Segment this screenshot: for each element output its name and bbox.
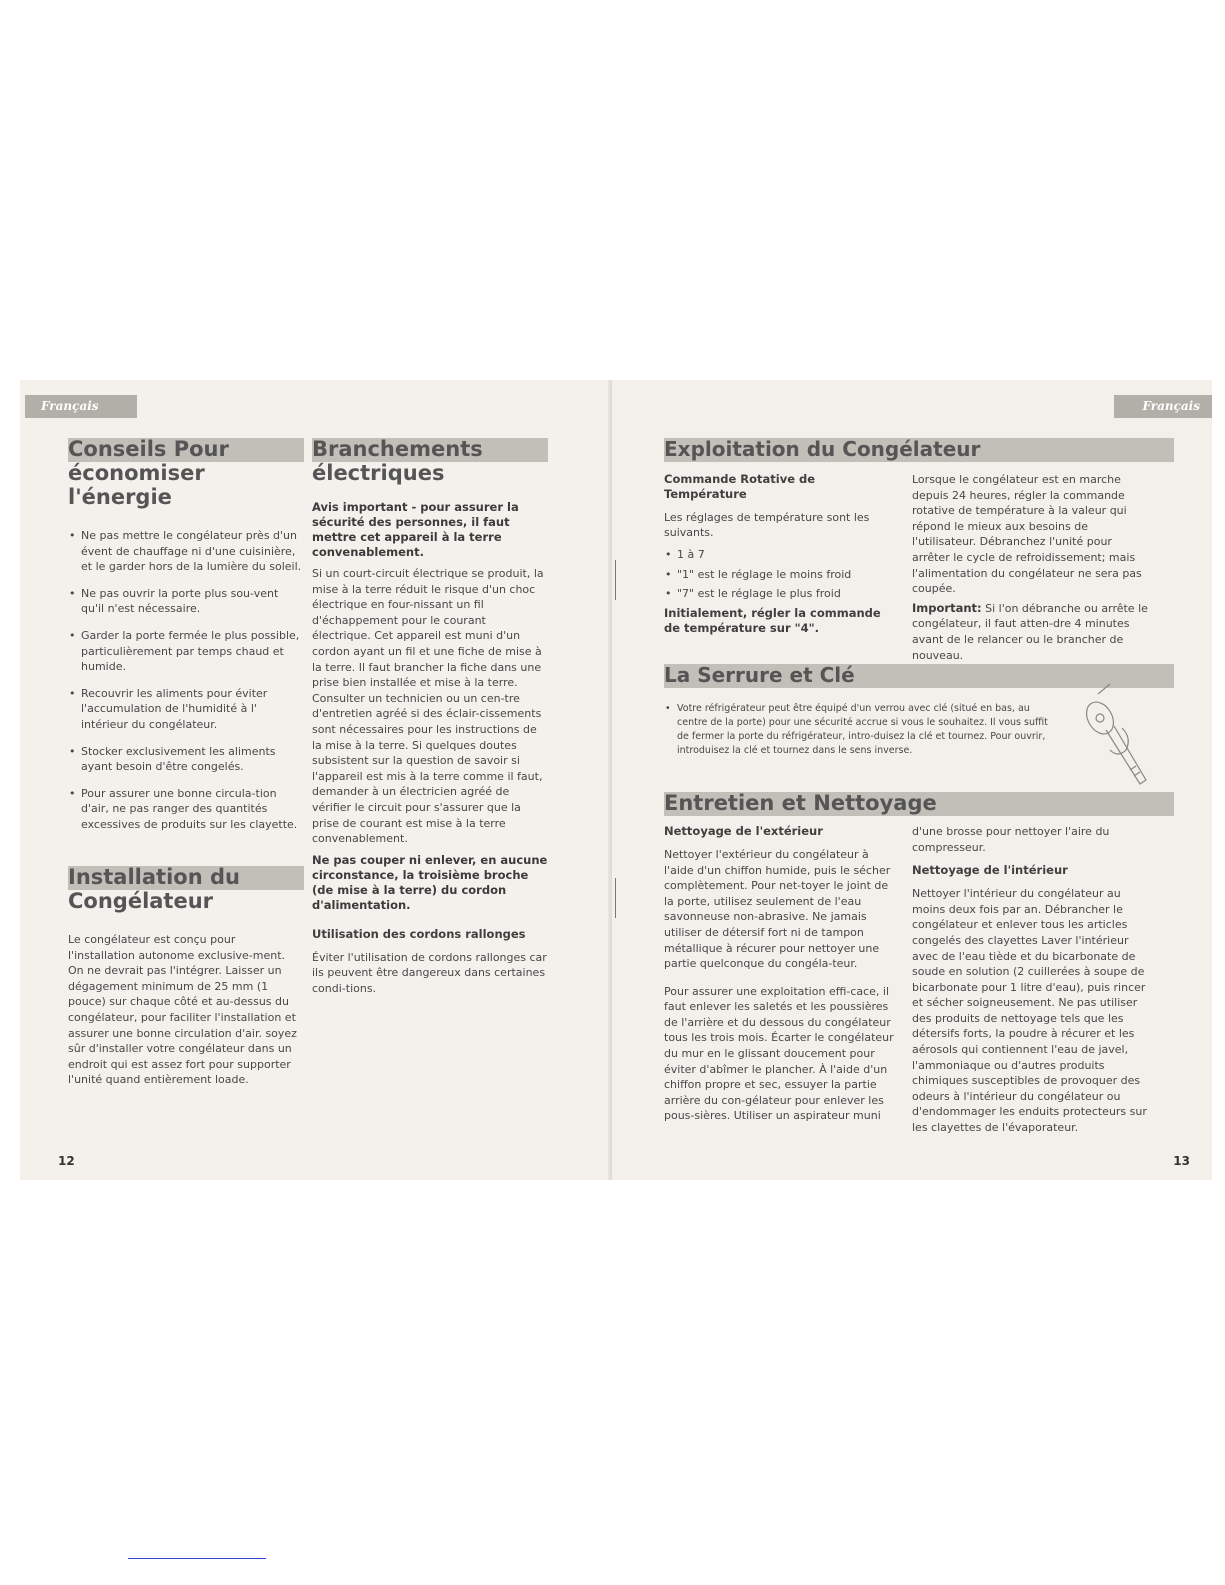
branchements-section [312, 438, 548, 1008]
grounding-warning: Avis important - pour assurer la sécurité des personnes, il faut mettre cet appareil à la terre convenablement. [312, 500, 519, 559]
conseils-heading: Conseils Pour économiser l'énergie [68, 437, 229, 509]
page-12 [20, 380, 610, 1180]
rotary-control-heading: Commande Rotative de Température [664, 472, 816, 501]
list-item: • "7" est le réglage le plus froid [665, 587, 841, 601]
list-item: • Recouvrir les aliments pour éviter l'accumulation de l'humidité à l' intérieur du congélateur. [69, 686, 268, 731]
list-item: • Ne pas mettre le congélateur près d'un évent de chauffage ni d'une cuisinière, et le garder hors de la lumière du soleil. [69, 529, 302, 574]
lock-heading: La Serrure et Clé [664, 663, 855, 687]
branchements-heading: Branchements électriques [312, 437, 483, 485]
exploitation-heading: Exploitation du Congélateur [664, 437, 981, 461]
page-number: 12 [58, 1154, 75, 1168]
settings-list [664, 547, 900, 602]
maintenance-section [664, 792, 1174, 820]
list-item: • Ne pas ouvrir la porte plus sou-vent qu'il n'est nécessaire. [69, 586, 279, 616]
interior-heading: Nettoyage de l'intérieur [912, 863, 1068, 878]
installation-text: Le congélateur est conçu pour l'installation autonome exclusive-ment. On ne devrait pas l'intégrer. Laisser un dégagement minimum de 25 mm (1 pouce) sur chaque côté et au-dessus du congélateur, pour faciliter l'installation et assurer une bonne circulation d'air. soyez sûr d'installer votre congélateur dans un endroit qui est assez fort pour supporter l'unité quand entièrement loade. [68, 933, 297, 1087]
interior-cleaning: d'une brosse pour nettoyer l'aire du compresseur. Nettoyage de l'intérieur Nettoyer l'intérieur du congélateur au moins deux fois par an. Débrancher le congélateur et enlever tous les articles congelés des clayettes Laver l'intérieur avec de l'eau tiède et du bicarbonate de soude en solution (2 cuillerées à soupe de bicarbonate pour 1 litre d'eau), puis rincer et sécher soigneusement. Ne pas utiliser des produits de nettoyage tels que les détersifs forts, la poudre à récurer et les aérosols qui contiennent l'eau de javel, l'ammoniaque ou d'autres produits chimiques susceptibles de provoquer des odeurs à l'intérieur du congélateur ou d'endommager les enduits protecteurs sur les clayettes de l'évaporateur. [912, 825, 1147, 1135]
exterior-heading: Nettoyage de l'extérieur [664, 824, 823, 838]
list-item: • "1" est le réglage le moins froid [665, 567, 852, 581]
list-item: • Stocker exclusivement les aliments ayant besoin d'être congelés. [69, 744, 276, 774]
list-item: • Votre réfrigérateur peut être équipé d'un verrou avec clé (situé en bas, au centre de la porte) pour une sécurité accrue si vous le souhaitez. Il vous suffit de fermer la porte du réfrigérateur, intro-duisez la clé et tournez. Pour ouvrir, introduisez la clé et tournez dans le sens inverse. [665, 703, 1048, 756]
scan-underline-mark [128, 1558, 266, 1559]
list-item: • 1 à 7 [665, 548, 705, 562]
plug-warning: Ne pas couper ni enlever, en aucune circonstance, la troisième broche (de mise à la terre) du cordon d'alimentation. [312, 852, 548, 912]
energy-tips-list [68, 528, 304, 833]
installation-section [68, 866, 304, 1100]
initial-setting: Initialement, régler la commande de température sur "4". [664, 605, 881, 635]
important-label: Important: [912, 600, 982, 615]
extension-cord-heading: Utilisation des cordons rallonges [312, 926, 526, 941]
exterior-cleaning: Nettoyage de l'extérieur Nettoyer l'extérieur du congélateur à l'aide d'un chiffon humide, puis le sécher complètement. Pour net-toyer le joint de la porte, utilisez seulement de l'eau savonneuse non-abrasive. Ne jamais utiliser de détersif fort ni de tampon métallique à récurer pour nettoyer une partie quelconque du congéla-teur. Pour assurer une exploitation effi-cace, il faut enlever les saletés et les poussières de l'arrière et du dessous du congélateur tous les trois mois. Écarter le congélateur du mur en le glissant doucement pour éviter d'abîmer le plancher. À l'aide d'un chiffon propre et sec, essuyer la partie arrière du con-gélateur pour enlever les pous-sières. Utiliser un aspirateur muni [664, 824, 900, 1136]
list-item: • Pour assurer une bonne circula-tion d'air, ne pas ranger des quantités excessives de produits sur les clayette. [69, 786, 298, 831]
exploitation-section [664, 438, 1174, 464]
temperature-control: Commande Rotative de Température Les réglages de température sont les suivants. • 1 à 7 • "1" est le réglage le moins froid • "7" est le réglage le plus froid Initialement, régler la commande de température sur "4". [664, 472, 900, 644]
maintenance-heading: Entretien et Nettoyage [664, 791, 937, 815]
grounding-text: Si un court-circuit électrique se produit, la mise à la terre réduit le risque d'un choc électrique en four-nissant un fil d'échappement pour le courant électrique. Cet appareil est muni d'un cordon ayant un fil et une fiche de mise à la terre. Il faut brancher la fiche dans une prise bien installée et mise à la terre. Consulter un technicien ou un cen-tre d'entretien agréé si des éclair-cissements sont nécessaires pour les instructions de la mise à la terre. Si quelques doutes subsistent sur la question de savoir si l'appareil est mis à la terre comme il faut, demander à un électricien agréé de vérifier le circuit pour s'assurer que la prise de courant est mise à la terre convenablement. [312, 567, 544, 846]
key-icon [1070, 680, 1160, 800]
installation-heading: Installation du Congélateur [68, 865, 240, 913]
extension-cord-text: Éviter l'utilisation de cordons rallonges car ils peuvent être dangereux dans certaines condi-tions. [312, 950, 547, 995]
margin-mark [615, 878, 616, 918]
conseils-section [68, 438, 304, 844]
booklet-spread [20, 380, 1212, 1180]
temperature-notes: Lorsque le congélateur est en marche depuis 24 heures, régler la commande rotative de température à la valeur qui répond le mieux aux besoins de l'utilisateur. Débranchez l'unité pour arrêter le cycle de refroidissement; mais l'alimentation du congélateur ne sera pas coupée. Important: Si l'on débranche ou arrête le congélateur, il faut atten-dre 4 minutes avant de le relancer ou le brancher de nouveau. [912, 473, 1148, 662]
page-13 [612, 380, 1212, 1180]
list-item: • Garder la porte fermée le plus possible, particulièrement par temps chaud et humide. [69, 628, 300, 674]
margin-mark [615, 560, 616, 600]
page-number: 13 [1173, 1154, 1190, 1168]
language-tab: Français [25, 395, 137, 418]
language-tab: Français [1114, 395, 1212, 418]
